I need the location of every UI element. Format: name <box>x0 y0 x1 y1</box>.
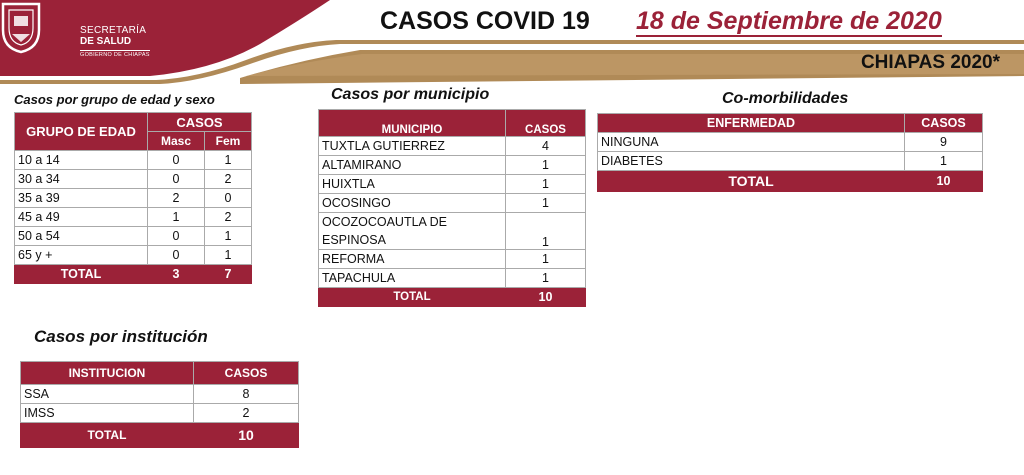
table-row <box>598 152 983 171</box>
cases-cell: 4 <box>506 137 586 156</box>
age-group-cell: 45 a 49 <box>15 208 148 227</box>
org-line3: GOBIERNO DE CHIAPAS <box>80 52 150 58</box>
total-label: TOTAL <box>319 288 506 307</box>
disease-cell: DIABETES <box>598 152 905 171</box>
page-title: CASOS COVID 19 <box>380 7 590 35</box>
cases-cell: 1 <box>506 213 586 250</box>
report-date-rest: de Septiembre de 2020 <box>663 7 942 35</box>
total-row <box>319 288 586 307</box>
masc-cell: 2 <box>148 189 205 208</box>
org-line1: SECRETARÍA <box>80 25 147 36</box>
total-fem: 7 <box>205 265 252 284</box>
masc-cell: 0 <box>148 227 205 246</box>
institution-table <box>20 361 299 448</box>
comorbidity-title: Co-morbilidades <box>722 90 849 107</box>
table-row <box>319 213 586 250</box>
org-line2: DE SALUD <box>80 35 132 47</box>
masc-cell: 1 <box>148 208 205 227</box>
fem-cell: 0 <box>205 189 252 208</box>
municipio-cell: TAPACHULA <box>319 269 506 288</box>
col-masc: Masc <box>148 132 205 151</box>
total-value: 10 <box>194 423 299 448</box>
table-row <box>598 133 983 152</box>
col-cases: CASOS <box>148 113 252 132</box>
cases-cell: 1 <box>506 175 586 194</box>
org-name <box>80 26 150 59</box>
total-row <box>598 171 983 192</box>
table-row <box>15 170 252 189</box>
cases-cell: 1 <box>506 250 586 269</box>
table-row <box>21 385 299 404</box>
col-enfermedad: ENFERMEDAD <box>598 114 905 133</box>
region-label: CHIAPAS 2020* <box>860 52 1000 73</box>
col-age-group: GRUPO DE EDAD <box>15 113 148 151</box>
cases-cell: 1 <box>905 152 983 171</box>
col-cases: CASOS <box>905 114 983 133</box>
total-label: TOTAL <box>15 265 148 284</box>
age-sex-table <box>14 112 252 284</box>
masc-cell: 0 <box>148 151 205 170</box>
masc-cell: 0 <box>148 246 205 265</box>
report-date-day: 18 <box>636 7 664 35</box>
total-row <box>15 265 252 284</box>
table-row <box>15 208 252 227</box>
table-row <box>319 250 586 269</box>
col-cases: CASOS <box>194 362 299 385</box>
cases-cell: 1 <box>506 156 586 175</box>
municipio-title: Casos por municipio <box>331 86 490 103</box>
cases-cell: 1 <box>506 194 586 213</box>
col-fem: Fem <box>205 132 252 151</box>
fem-cell: 2 <box>205 208 252 227</box>
institution-cell: IMSS <box>21 404 194 423</box>
age-group-cell: 35 a 39 <box>15 189 148 208</box>
disease-cell: NINGUNA <box>598 133 905 152</box>
table-row <box>15 227 252 246</box>
total-label: TOTAL <box>21 423 194 448</box>
age-group-cell: 50 a 54 <box>15 227 148 246</box>
total-row <box>21 423 299 448</box>
table-row <box>319 137 586 156</box>
header-banner <box>0 0 1024 84</box>
total-masc: 3 <box>148 265 205 284</box>
total-label: TOTAL <box>598 171 905 192</box>
fem-cell: 1 <box>205 227 252 246</box>
fem-cell: 1 <box>205 151 252 170</box>
table-row <box>21 404 299 423</box>
municipio-cell: ALTAMIRANO <box>319 156 506 175</box>
comorbidity-table <box>597 113 983 192</box>
table-row <box>319 194 586 213</box>
cases-cell: 9 <box>905 133 983 152</box>
table-row <box>15 246 252 265</box>
masc-cell: 0 <box>148 170 205 189</box>
table-row <box>319 269 586 288</box>
cases-cell: 2 <box>194 404 299 423</box>
col-institucion: INSTITUCION <box>21 362 194 385</box>
total-value: 10 <box>506 288 586 307</box>
table-row <box>319 156 586 175</box>
report-date <box>636 7 942 37</box>
municipio-cell: OCOZOCOAUTLA DE ESPINOSA <box>319 213 506 250</box>
municipio-cell: HUIXTLA <box>319 175 506 194</box>
table-row <box>15 151 252 170</box>
age-group-cell: 30 a 34 <box>15 170 148 189</box>
cases-cell: 1 <box>506 269 586 288</box>
table-row <box>319 175 586 194</box>
fem-cell: 2 <box>205 170 252 189</box>
municipio-cell: TUXTLA GUTIERREZ <box>319 137 506 156</box>
table-row <box>15 189 252 208</box>
municipio-cell: OCOSINGO <box>319 194 506 213</box>
col-cases: CASOS <box>506 110 586 137</box>
age-group-cell: 65 y + <box>15 246 148 265</box>
age-sex-title: Casos por grupo de edad y sexo <box>14 92 215 107</box>
municipio-cell: REFORMA <box>319 250 506 269</box>
fem-cell: 1 <box>205 246 252 265</box>
municipio-table <box>318 109 586 307</box>
age-group-cell: 10 a 14 <box>15 151 148 170</box>
cases-cell: 8 <box>194 385 299 404</box>
total-value: 10 <box>905 171 983 192</box>
institution-cell: SSA <box>21 385 194 404</box>
state-seal-icon <box>0 0 42 54</box>
institution-title: Casos por institución <box>34 327 208 346</box>
col-municipio: MUNICIPIO <box>319 110 506 137</box>
